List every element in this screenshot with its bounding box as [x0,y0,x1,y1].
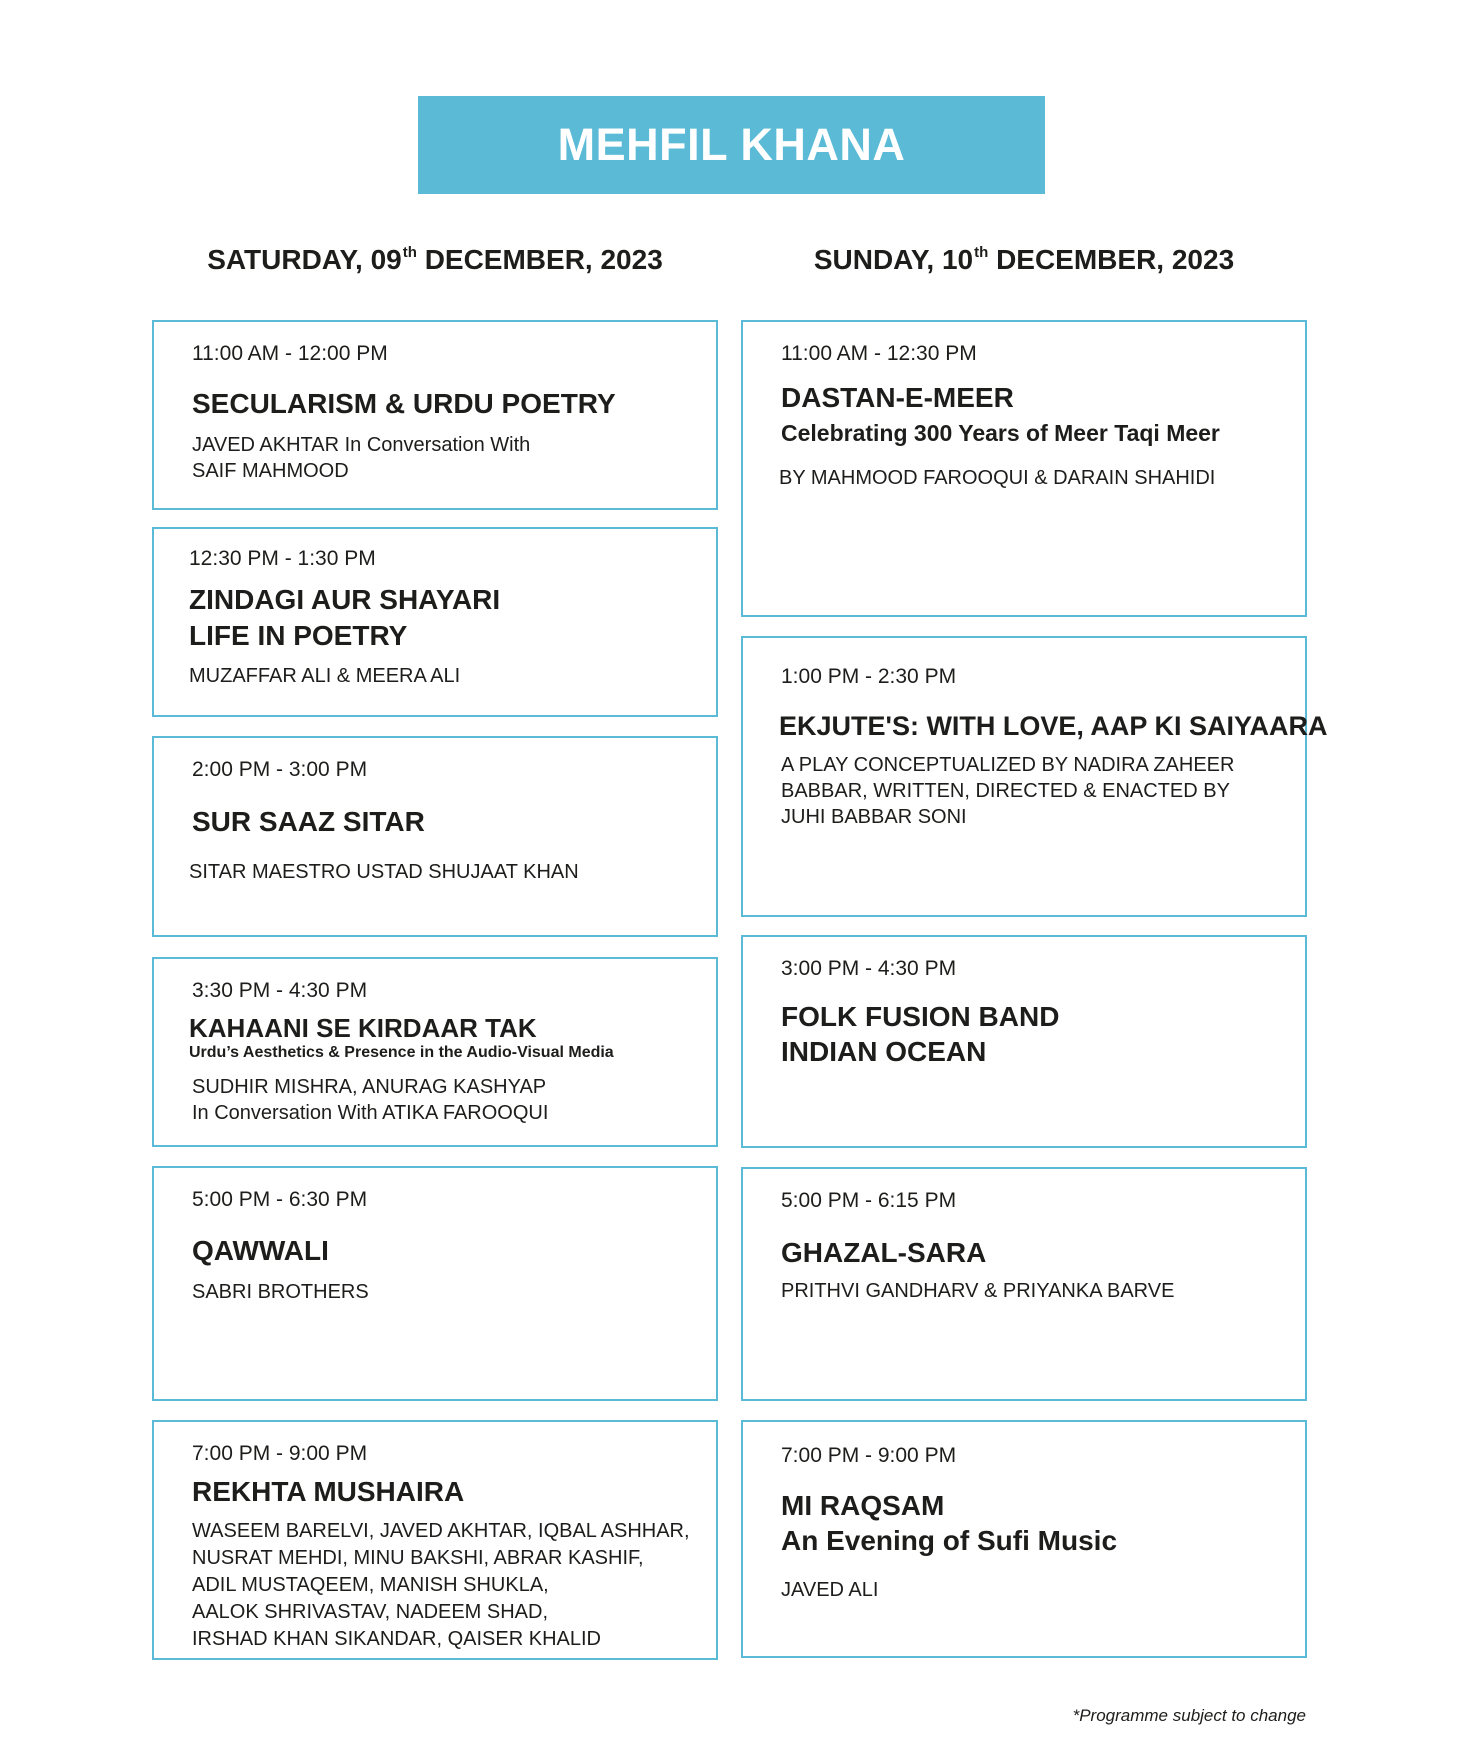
event-people: PRITHVI GANDHARV & PRIYANKA BARVE [781,1280,1175,1302]
saturday-month-year: DECEMBER, 2023 [424,244,663,275]
event-card [152,736,718,937]
footnote: *Programme subject to change [1072,1706,1306,1725]
event-people: JAVED ALI [781,1579,879,1601]
event-card [152,1420,718,1660]
event-card [152,320,718,510]
event-title: ZINDAGI AUR SHAYARI [189,584,501,615]
event-title: QAWWALI [192,1235,329,1266]
event-time: 5:00 PM - 6:30 PM [192,1188,368,1211]
event-people: MUZAFFAR ALI & MEERA ALI [189,665,461,687]
event-time: 1:00 PM - 2:30 PM [781,665,957,688]
event-time: 3:30 PM - 4:30 PM [192,979,368,1002]
sunday-day-label: SUNDAY, 10 [813,244,974,275]
event-time: 11:00 AM - 12:00 PM [192,342,388,365]
event-card [741,636,1328,917]
event-subtitle: Urdu’s Aesthetics & Presence in the Audio-Visual Media [189,1044,614,1061]
event-card [741,320,1307,617]
event-people: BY MAHMOOD FAROOQUI & DARAIN SHAHIDI [779,467,1216,489]
event-time: 2:00 PM - 3:00 PM [192,758,368,781]
page-title: MEHFIL KHANA [418,96,1045,194]
event-card [741,1167,1307,1401]
event-people: SUDHIR MISHRA, ANURAG KASHYAP In Conversation With ATIKA FAROOQUI [192,1076,549,1124]
event-people: A PLAY CONCEPTUALIZED BY NADIRA ZAHEER BABBAR, WRITTEN, DIRECTED & ENACTED BY JUHI BABBAR SONI [781,754,1235,828]
event-time: 11:00 AM - 12:30 PM [781,342,977,365]
sunday-ordinal: th [974,244,989,261]
event-people: JAVED AKHTAR In Conversation With SAIF MAHMOOD [192,434,531,482]
event-title-line2: An Evening of Sufi Music [781,1525,1118,1556]
saturday-ordinal: th [402,244,417,261]
event-title: SECULARISM & URDU POETRY [192,388,616,419]
saturday-heading [152,244,718,276]
event-card [152,1166,718,1401]
saturday-day-label: SATURDAY, 09 [207,244,402,275]
event-title: FOLK FUSION BAND [781,1001,1060,1032]
event-title: REKHTA MUSHAIRA [192,1476,465,1507]
event-people: SABRI BROTHERS [192,1281,369,1303]
event-subtitle: Celebrating 300 Years of Meer Taqi Meer [781,420,1220,446]
sunday-month-year: DECEMBER, 2023 [996,244,1235,275]
event-people: WASEEM BARELVI, JAVED AKHTAR, IQBAL ASHHAR, NUSRAT MEHDI, MINU BAKSHI, ABRAR KASHIF, ADIL MUSTAQEEM, MANISH SHUKLA, AALOK SHRIVASTAV, NADEEM SHAD, IRSHAD KHAN SIKANDAR, QAISER KHALID [192,1520,690,1650]
event-title: GHAZAL-SARA [781,1237,987,1268]
event-title: SUR SAAZ SITAR [192,806,425,837]
event-card [152,527,718,717]
event-title-line2: LIFE IN POETRY [189,620,408,651]
event-title: MI RAQSAM [781,1490,945,1521]
event-time: 12:30 PM - 1:30 PM [189,547,376,570]
event-people: SITAR MAESTRO USTAD SHUJAAT KHAN [189,861,579,883]
event-card [741,935,1307,1148]
event-time: 3:00 PM - 4:30 PM [781,957,957,980]
event-title: EKJUTE'S: WITH LOVE, AAP KI SAIYAARA [779,711,1328,741]
sunday-heading [741,244,1307,276]
event-card [741,1420,1307,1658]
event-title: KAHAANI SE KIRDAAR TAK [189,1013,537,1043]
event-title-line2: INDIAN OCEAN [781,1036,987,1067]
event-time: 5:00 PM - 6:15 PM [781,1189,957,1212]
event-title: DASTAN-E-MEER [781,382,1014,413]
event-time: 7:00 PM - 9:00 PM [192,1442,368,1465]
event-time: 7:00 PM - 9:00 PM [781,1444,957,1467]
event-card [152,957,718,1147]
